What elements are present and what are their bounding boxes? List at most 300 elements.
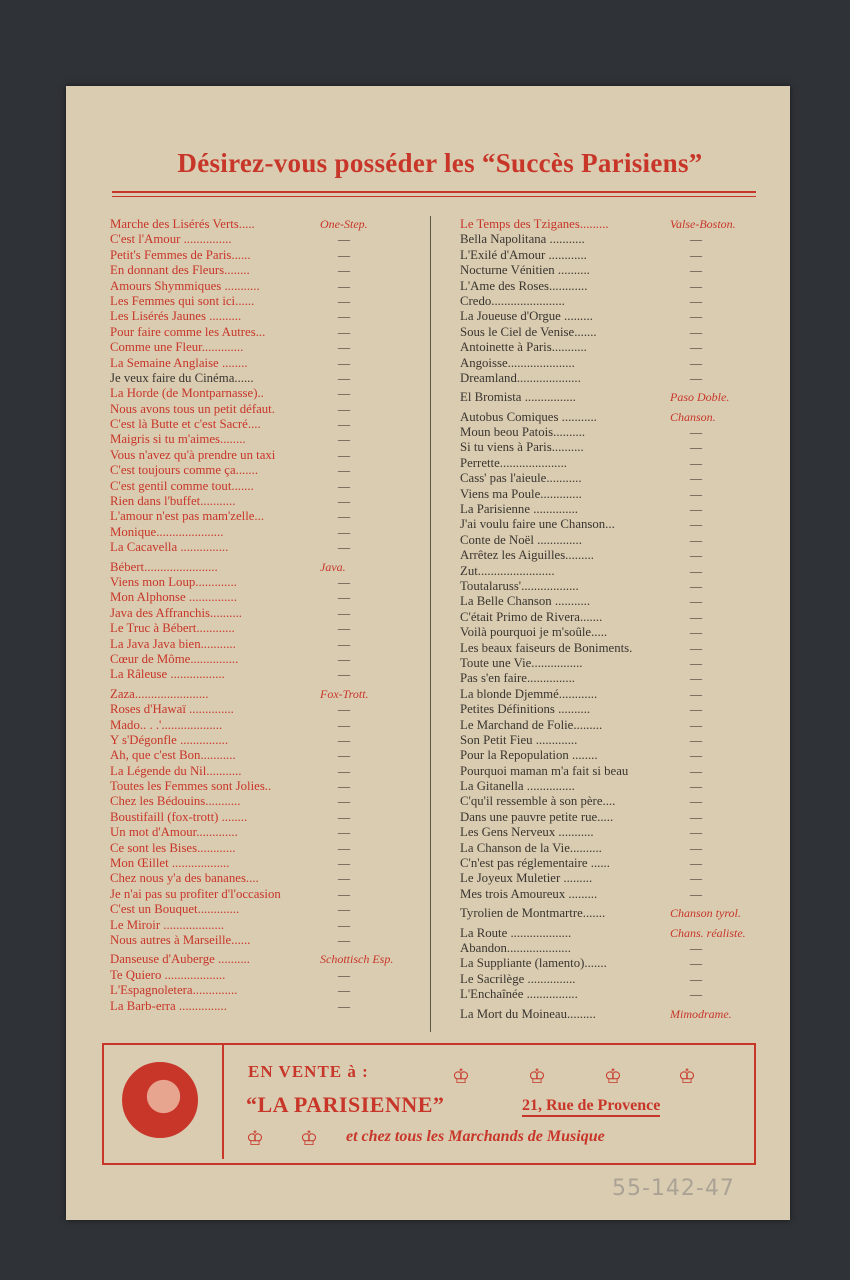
song-genre: —: [338, 732, 350, 747]
song-genre: —: [690, 971, 702, 986]
song-title: L'Ame des Roses............: [460, 278, 588, 293]
song-genre: —: [690, 625, 702, 640]
song-genre: One-Step.: [320, 217, 368, 231]
song-row: [110, 999, 410, 1014]
song-row: [460, 656, 770, 671]
song-genre: —: [338, 540, 350, 555]
song-row: [110, 386, 410, 401]
song-row: [460, 517, 770, 532]
song-row: [110, 933, 410, 948]
song-genre: —: [690, 825, 702, 840]
song-genre: Valse-Boston.: [670, 217, 736, 231]
song-row: [460, 410, 770, 425]
song-genre: —: [338, 432, 350, 447]
song-genre: —: [338, 386, 350, 401]
song-genre: —: [690, 548, 702, 563]
song-row: [110, 887, 410, 902]
song-title: La Horde (de Montparnasse)..: [110, 386, 264, 401]
song-row: [110, 232, 410, 247]
song-genre: —: [338, 636, 350, 651]
song-genre: —: [338, 293, 350, 308]
song-row: [110, 621, 410, 636]
song-genre: —: [338, 355, 350, 370]
song-row: [460, 841, 770, 856]
song-row: [460, 733, 770, 748]
crown-icon: ♔: [246, 1128, 264, 1150]
song-title: La Légende du Nil...........: [110, 763, 242, 778]
song-genre: Chanson tyrol.: [670, 906, 741, 921]
song-row: [110, 606, 410, 621]
song-genre: Chanson.: [670, 409, 716, 424]
song-title: Le Truc à Bébert............: [110, 621, 235, 636]
song-title: Dreamland....................: [460, 370, 581, 385]
song-title: C'est l'Amour ...............: [110, 232, 232, 247]
song-title: Mon Alphonse ...............: [110, 590, 237, 605]
song-genre: —: [690, 779, 702, 794]
song-genre: —: [338, 574, 350, 589]
song-row: [110, 402, 410, 417]
song-title: Toutes les Femmes sont Jolies..: [110, 779, 272, 794]
song-row: [110, 217, 410, 232]
song-title: La Semaine Anglaise ........: [110, 355, 248, 370]
song-genre: —: [690, 324, 702, 339]
song-row: [110, 968, 410, 983]
song-row: [460, 356, 770, 371]
song-title: Comme une Fleur.............: [110, 340, 244, 355]
song-row: [460, 956, 770, 971]
song-title: La Suppliante (lamento).......: [460, 956, 607, 971]
song-list-right: [460, 217, 770, 1022]
song-genre: —: [690, 517, 702, 532]
song-title: Chez les Bédouins...........: [110, 794, 241, 809]
song-title: C'n'est pas réglementaire ......: [460, 856, 610, 871]
song-title: Tyrolien de Montmartre.......: [460, 906, 606, 921]
song-row: [110, 687, 410, 702]
song-row: [460, 533, 770, 548]
song-title: Autobus Comiques ...........: [460, 409, 597, 424]
song-genre: —: [690, 809, 702, 824]
song-title: C'est un Bouquet.............: [110, 902, 240, 917]
song-row: [460, 702, 770, 717]
song-genre: —: [338, 998, 350, 1013]
song-title: La Java Java bien...........: [110, 636, 236, 651]
song-row: [460, 887, 770, 902]
song-title: Sous le Ciel de Venise.......: [460, 324, 597, 339]
song-title: C'était Primo de Rivera.......: [460, 609, 603, 624]
song-row: [110, 841, 410, 856]
song-title: C'qu'il ressemble à son père....: [460, 794, 616, 809]
song-genre: —: [338, 324, 350, 339]
song-title: Viens mon Loup.............: [110, 574, 237, 589]
song-genre: —: [338, 902, 350, 917]
song-row: [460, 325, 770, 340]
song-genre: —: [690, 748, 702, 763]
song-title: Pour faire comme les Autres...: [110, 324, 266, 339]
song-title: Le Marchand de Folie.........: [460, 717, 603, 732]
song-genre: Mimodrame.: [670, 1006, 732, 1021]
song-genre: —: [690, 702, 702, 717]
song-genre: —: [338, 263, 350, 278]
song-row: [460, 641, 770, 656]
song-genre: —: [690, 940, 702, 955]
song-row: [110, 652, 410, 667]
song-row: [110, 540, 410, 555]
song-row: [110, 748, 410, 763]
song-row: [110, 417, 410, 432]
song-row: [460, 825, 770, 840]
song-title: Nous avons tous un petit défaut.: [110, 401, 275, 416]
song-title: Voilà pourquoi je m'soûle.....: [460, 625, 608, 640]
song-genre: —: [690, 956, 702, 971]
song-genre: —: [690, 370, 702, 385]
song-genre: —: [338, 478, 350, 493]
song-row: [110, 509, 410, 524]
song-genre: —: [338, 794, 350, 809]
song-title: La Mort du Moineau.........: [460, 1006, 596, 1021]
song-title: La Barb-erra ...............: [110, 998, 227, 1013]
song-row: [460, 340, 770, 355]
song-title: La Joueuse d'Orgue .........: [460, 309, 593, 324]
song-genre: —: [690, 440, 702, 455]
song-title: Te Quiero ...................: [110, 967, 226, 982]
song-genre: —: [690, 532, 702, 547]
ad-address: 21, Rue de Provence: [522, 1097, 660, 1117]
song-title: Marche des Lisérés Verts.....: [110, 217, 255, 231]
song-row: [110, 309, 410, 324]
song-row: [460, 309, 770, 324]
song-row: [110, 871, 410, 886]
crown-icon: ♔: [678, 1066, 696, 1088]
song-genre: —: [338, 278, 350, 293]
ad-shop-name: “LA PARISIENNE”: [246, 1092, 445, 1117]
song-genre: —: [690, 309, 702, 324]
song-title: La Râleuse .................: [110, 667, 225, 682]
song-row: [460, 487, 770, 502]
song-row: [460, 941, 770, 956]
song-genre: —: [690, 732, 702, 747]
song-title: L'Exilé d'Amour ............: [460, 247, 587, 262]
song-genre: —: [338, 247, 350, 262]
song-row: [460, 263, 770, 278]
ad-divider: [222, 1045, 224, 1159]
song-genre: —: [338, 932, 350, 947]
song-genre: —: [338, 370, 350, 385]
song-title: Je veux faire du Cinéma......: [110, 370, 254, 385]
song-title: Angoisse.....................: [460, 355, 575, 370]
song-genre: Java.: [320, 559, 346, 574]
song-title: Zaza.......................: [110, 686, 209, 701]
archive-stamp: 55-142-47: [612, 1176, 735, 1201]
song-row: [110, 702, 410, 717]
song-genre: —: [338, 856, 350, 871]
song-row: [460, 718, 770, 733]
song-title: Le Temps des Tziganes.........: [460, 217, 609, 231]
song-row: [460, 564, 770, 579]
song-row: [460, 548, 770, 563]
song-row: [110, 494, 410, 509]
song-row: [460, 794, 770, 809]
song-row: [460, 810, 770, 825]
song-title: Mado.. . .'...................: [110, 717, 223, 732]
song-row: [110, 448, 410, 463]
crown-icon: ♔: [604, 1066, 622, 1088]
song-row: [460, 764, 770, 779]
song-genre: —: [690, 486, 702, 501]
song-title: Java des Affranchis..........: [110, 605, 242, 620]
song-row: [460, 594, 770, 609]
song-row: [110, 463, 410, 478]
song-genre: —: [338, 309, 350, 324]
song-title: L'Enchaînée ................: [460, 987, 578, 1002]
song-genre: —: [338, 840, 350, 855]
song-genre: —: [690, 502, 702, 517]
song-title: Les Lisérés Jaunes ..........: [110, 309, 242, 324]
song-genre: —: [338, 967, 350, 982]
song-title: Viens ma Poule.............: [460, 486, 582, 501]
song-title: Pour la Repopulation ........: [460, 748, 598, 763]
song-row: [110, 590, 410, 605]
song-title: Vous n'avez qu'à prendre un taxi: [110, 447, 276, 462]
song-genre: —: [338, 667, 350, 682]
song-genre: —: [690, 278, 702, 293]
song-title: El Bromista ................: [460, 390, 576, 405]
song-genre: —: [690, 609, 702, 624]
song-genre: Paso Doble.: [670, 390, 730, 405]
song-row: [460, 279, 770, 294]
song-title: La blonde Djemmé............: [460, 686, 598, 701]
song-row: [460, 232, 770, 247]
song-genre: —: [338, 779, 350, 794]
song-genre: —: [690, 840, 702, 855]
song-row: [110, 764, 410, 779]
song-genre: Schottisch Esp.: [320, 952, 394, 967]
song-row: [110, 356, 410, 371]
song-genre: Fox-Trott.: [320, 686, 369, 701]
song-genre: —: [690, 455, 702, 470]
song-title: Petit's Femmes de Paris......: [110, 247, 251, 262]
song-row: [460, 456, 770, 471]
song-title: Roses d'Hawaï ..............: [110, 702, 234, 717]
song-genre: —: [338, 401, 350, 416]
song-title: La Parisienne ..............: [460, 502, 578, 517]
song-genre: —: [338, 702, 350, 717]
song-row: [110, 637, 410, 652]
song-genre: —: [690, 594, 702, 609]
song-row: [460, 425, 770, 440]
song-title: Pas s'en faire...............: [460, 671, 575, 686]
song-title: Rien dans l'buffet...........: [110, 494, 236, 509]
song-row: [110, 856, 410, 871]
song-genre: —: [338, 463, 350, 478]
song-title: Le Sacrilège ...............: [460, 971, 576, 986]
song-row: [110, 340, 410, 355]
song-row: [110, 902, 410, 917]
song-row: [460, 610, 770, 625]
song-row: [110, 718, 410, 733]
song-title: C'est là Butte et c'est Sacré....: [110, 417, 261, 432]
song-row: [460, 972, 770, 987]
song-genre: —: [338, 494, 350, 509]
song-genre: —: [690, 671, 702, 686]
song-row: [110, 810, 410, 825]
song-title: Toutalaruss'..................: [460, 578, 579, 593]
song-genre: —: [338, 825, 350, 840]
song-title: Toute une Vie................: [460, 655, 583, 670]
song-row: [460, 1007, 770, 1022]
song-genre: —: [338, 340, 350, 355]
song-row: [460, 906, 770, 921]
song-row: [110, 263, 410, 278]
song-row: [460, 987, 770, 1002]
song-genre: —: [690, 871, 702, 886]
song-row: [110, 918, 410, 933]
song-row: [110, 983, 410, 998]
song-title: Monique.....................: [110, 524, 224, 539]
song-genre: —: [690, 247, 702, 262]
song-genre: —: [690, 987, 702, 1002]
song-genre: —: [690, 340, 702, 355]
song-genre: —: [690, 640, 702, 655]
song-genre: —: [690, 686, 702, 701]
song-row: [460, 687, 770, 702]
song-row: [110, 432, 410, 447]
song-title: Chez nous y'a des bananes....: [110, 871, 259, 886]
song-row: [110, 794, 410, 809]
song-title: Mon Œillet ..................: [110, 856, 230, 871]
song-row: [110, 952, 410, 967]
song-title: Je n'ai pas su profiter d'l'occasion: [110, 886, 281, 901]
song-genre: Chans. réaliste.: [670, 925, 746, 940]
song-genre: —: [338, 717, 350, 732]
song-title: Le Joyeux Muletier .........: [460, 871, 593, 886]
crown-icon: ♔: [300, 1128, 318, 1150]
song-title: Bella Napolitana ...........: [460, 232, 585, 247]
song-row: [110, 325, 410, 340]
song-genre: —: [690, 763, 702, 778]
song-row: [110, 248, 410, 263]
song-title: Les Femmes qui sont ici......: [110, 293, 255, 308]
song-title: Nocturne Vénitien ..........: [460, 263, 590, 278]
song-row: [110, 294, 410, 309]
song-genre: —: [338, 886, 350, 901]
song-title: Petites Définitions ..........: [460, 702, 591, 717]
ad-tagline: et chez tous les Marchands de Musique: [346, 1128, 605, 1145]
song-genre: —: [690, 717, 702, 732]
song-title: Bébert.......................: [110, 559, 218, 574]
song-genre: —: [338, 621, 350, 636]
song-title: Abandon....................: [460, 940, 571, 955]
song-row: [460, 440, 770, 455]
song-genre: —: [690, 355, 702, 370]
song-row: [110, 667, 410, 682]
song-title: Son Petit Fieu .............: [460, 732, 578, 747]
ad-en-vente: EN VENTE à :: [248, 1062, 369, 1081]
song-genre: —: [690, 794, 702, 809]
song-title: La Cacavella ...............: [110, 540, 229, 555]
song-title: C'est toujours comme ça.......: [110, 463, 259, 478]
song-title: Les beaux faiseurs de Boniments.: [460, 640, 633, 655]
song-row: [110, 560, 410, 575]
song-title: Y s'Dégonfle ...............: [110, 732, 229, 747]
parisienne-logo: [122, 1062, 198, 1138]
title-rule: [112, 191, 756, 193]
song-title: Moun beou Patois..........: [460, 425, 586, 440]
song-row: [460, 671, 770, 686]
song-genre: —: [338, 748, 350, 763]
song-row: [460, 926, 770, 941]
song-row: [460, 502, 770, 517]
song-genre: —: [690, 655, 702, 670]
song-title: Le Miroir ...................: [110, 917, 225, 932]
song-title: Zut........................: [460, 563, 555, 578]
song-genre: —: [338, 417, 350, 432]
song-row: [110, 825, 410, 840]
song-title: Credo.......................: [460, 293, 565, 308]
song-genre: —: [338, 605, 350, 620]
song-genre: —: [690, 232, 702, 247]
song-genre: —: [690, 856, 702, 871]
song-genre: —: [338, 447, 350, 462]
song-title: J'ai voulu faire une Chanson...: [460, 517, 615, 532]
song-title: Ah, que c'est Bon...........: [110, 748, 236, 763]
song-title: Nous autres à Marseille......: [110, 932, 251, 947]
song-row: [460, 779, 770, 794]
song-title: Si tu viens à Paris..........: [460, 440, 584, 455]
song-title: Maigris si tu m'aimes........: [110, 432, 246, 447]
song-row: [460, 390, 770, 405]
song-title: Perrette.....................: [460, 455, 567, 470]
title-rule: [112, 196, 756, 197]
song-genre: —: [338, 871, 350, 886]
song-title: Cœur de Môme...............: [110, 651, 239, 666]
crown-icon: ♔: [528, 1066, 546, 1088]
song-title: Dans une pauvre petite rue.....: [460, 809, 614, 824]
song-row: [110, 371, 410, 386]
song-list-left: [110, 217, 410, 1014]
song-title: Ce sont les Bises............: [110, 840, 236, 855]
song-title: Un mot d'Amour.............: [110, 825, 238, 840]
song-row: [460, 871, 770, 886]
song-title: Antoinette à Paris...........: [460, 340, 587, 355]
song-genre: —: [338, 809, 350, 824]
song-row: [110, 479, 410, 494]
crown-icon: ♔: [452, 1066, 470, 1088]
song-row: [110, 779, 410, 794]
song-row: [460, 625, 770, 640]
song-genre: —: [690, 293, 702, 308]
song-title: La Chanson de la Vie..........: [460, 840, 602, 855]
song-title: L'amour n'est pas mam'zelle...: [110, 509, 265, 524]
song-title: Danseuse d'Auberge ..........: [110, 952, 250, 967]
song-genre: —: [690, 263, 702, 278]
song-title: Mes trois Amoureux .........: [460, 886, 598, 901]
song-title: Pourquoi maman m'a fait si beau: [460, 763, 629, 778]
song-row: [460, 248, 770, 263]
song-genre: —: [338, 524, 350, 539]
song-title: La Route ...................: [460, 925, 572, 940]
song-title: C'est gentil comme tout.......: [110, 478, 254, 493]
song-genre: —: [690, 563, 702, 578]
song-row: [460, 748, 770, 763]
song-title: Les Gens Nerveux ...........: [460, 825, 594, 840]
song-genre: —: [690, 471, 702, 486]
song-title: La Gitanella ...............: [460, 779, 575, 794]
song-row: [460, 579, 770, 594]
song-row: [460, 371, 770, 386]
song-genre: —: [338, 232, 350, 247]
song-row: [460, 856, 770, 871]
song-genre: —: [690, 886, 702, 901]
